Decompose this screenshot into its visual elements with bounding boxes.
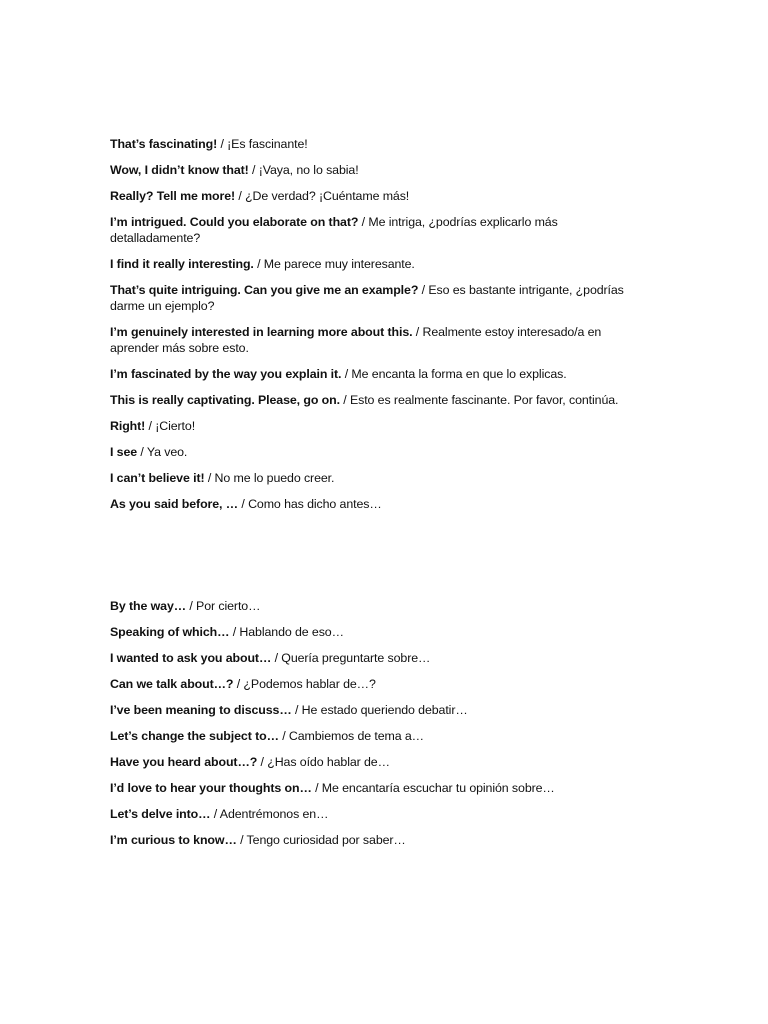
phrase-spanish: / ¡Cierto! (145, 419, 196, 433)
phrase-spanish: / Ya veo. (137, 445, 188, 459)
phrase-english: I can’t believe it! (110, 471, 205, 485)
phrase-entry (110, 392, 650, 408)
phrase-entry (110, 444, 650, 460)
phrase-entry (110, 366, 650, 382)
phrase-entry (110, 806, 650, 822)
phrase-spanish: / Cambiemos de tema a… (278, 729, 424, 743)
phrase-english: Let’s change the subject to… (110, 729, 279, 743)
phrase-english: Let’s delve into… (110, 807, 211, 821)
phrases-section-interest (110, 136, 650, 522)
phrase-english: I’m intrigued. Could you elaborate on that? (110, 215, 359, 229)
phrase-entry (110, 324, 650, 356)
phrase-entry (110, 470, 650, 486)
phrase-english: I’m fascinated by the way you explain it. (110, 367, 342, 381)
phrase-english: I’m curious to know… (110, 833, 237, 847)
phrase-entry (110, 728, 650, 744)
phrase-english: That’s fascinating! (110, 137, 218, 151)
phrase-entry (110, 676, 650, 692)
phrase-entry (110, 624, 650, 640)
phrases-section-topics (110, 598, 650, 858)
phrase-entry (110, 418, 650, 434)
phrase-entry (110, 496, 650, 512)
phrase-entry (110, 282, 650, 314)
phrase-english: I wanted to ask you about… (110, 651, 272, 665)
phrase-spanish: / Tengo curiosidad por saber… (236, 833, 406, 847)
phrase-english: Right! (110, 419, 146, 433)
phrase-spanish: / ¿De verdad? ¡Cuéntame más! (235, 189, 410, 203)
phrase-english: That’s quite intriguing. Can you give me an example? (110, 283, 419, 297)
phrase-english: I’d love to hear your thoughts on… (110, 781, 312, 795)
phrase-spanish: / Me parece muy interesante. (253, 257, 415, 271)
phrase-entry (110, 214, 650, 246)
phrase-english: Have you heard about…? (110, 755, 258, 769)
phrase-english: By the way… (110, 599, 187, 613)
phrase-english: I see (110, 445, 138, 459)
phrase-spanish: / ¿Podemos hablar de…? (233, 677, 376, 691)
phrase-entry (110, 650, 650, 666)
phrase-english: Can we talk about…? (110, 677, 234, 691)
phrase-entry (110, 780, 650, 796)
phrase-english: Wow, I didn’t know that! (110, 163, 249, 177)
phrase-spanish: / ¿Has oído hablar de… (257, 755, 390, 769)
phrase-spanish: / Me encantaría escuchar tu opinión sobre… (311, 781, 555, 795)
phrase-spanish: / ¡Vaya, no lo sabia! (248, 163, 359, 177)
phrase-english: I’m genuinely interested in learning more about this. (110, 325, 413, 339)
phrase-entry (110, 832, 650, 848)
phrase-spanish: / No me lo puedo creer. (204, 471, 335, 485)
phrase-english: I’ve been meaning to discuss… (110, 703, 292, 717)
phrase-spanish: / ¡Es fascinante! (217, 137, 308, 151)
phrase-entry (110, 598, 650, 614)
phrase-entry (110, 136, 650, 152)
phrase-english: Really? Tell me more! (110, 189, 236, 203)
phrase-spanish: / Por cierto… (186, 599, 261, 613)
phrase-english: As you said before, … (110, 497, 239, 511)
phrase-spanish: / Adentrémonos en… (210, 807, 329, 821)
phrase-spanish: / Quería preguntarte sobre… (271, 651, 431, 665)
phrase-spanish: / Me intriga, ¿podrías explicarlo más detalladamente? (110, 215, 558, 245)
phrase-spanish: / Eso es bastante intrigante, ¿podrías darme un ejemplo? (110, 283, 624, 313)
phrase-spanish: / Me encanta la forma en que lo explicas. (341, 367, 567, 381)
phrase-entry (110, 256, 650, 272)
phrase-english: Speaking of which… (110, 625, 230, 639)
phrase-english: I find it really interesting. (110, 257, 254, 271)
phrase-spanish: / Hablando de eso… (229, 625, 344, 639)
phrase-spanish: / Esto es realmente fascinante. Por favor, continúa. (339, 393, 619, 407)
phrase-spanish: / He estado queriendo debatir… (291, 703, 468, 717)
phrase-entry (110, 754, 650, 770)
phrase-entry (110, 702, 650, 718)
phrase-spanish: / Como has dicho antes… (238, 497, 382, 511)
phrase-entry (110, 188, 650, 204)
phrase-entry (110, 162, 650, 178)
phrase-english: This is really captivating. Please, go on. (110, 393, 340, 407)
phrase-spanish: / Realmente estoy interesado/a en aprender más sobre esto. (110, 325, 602, 355)
